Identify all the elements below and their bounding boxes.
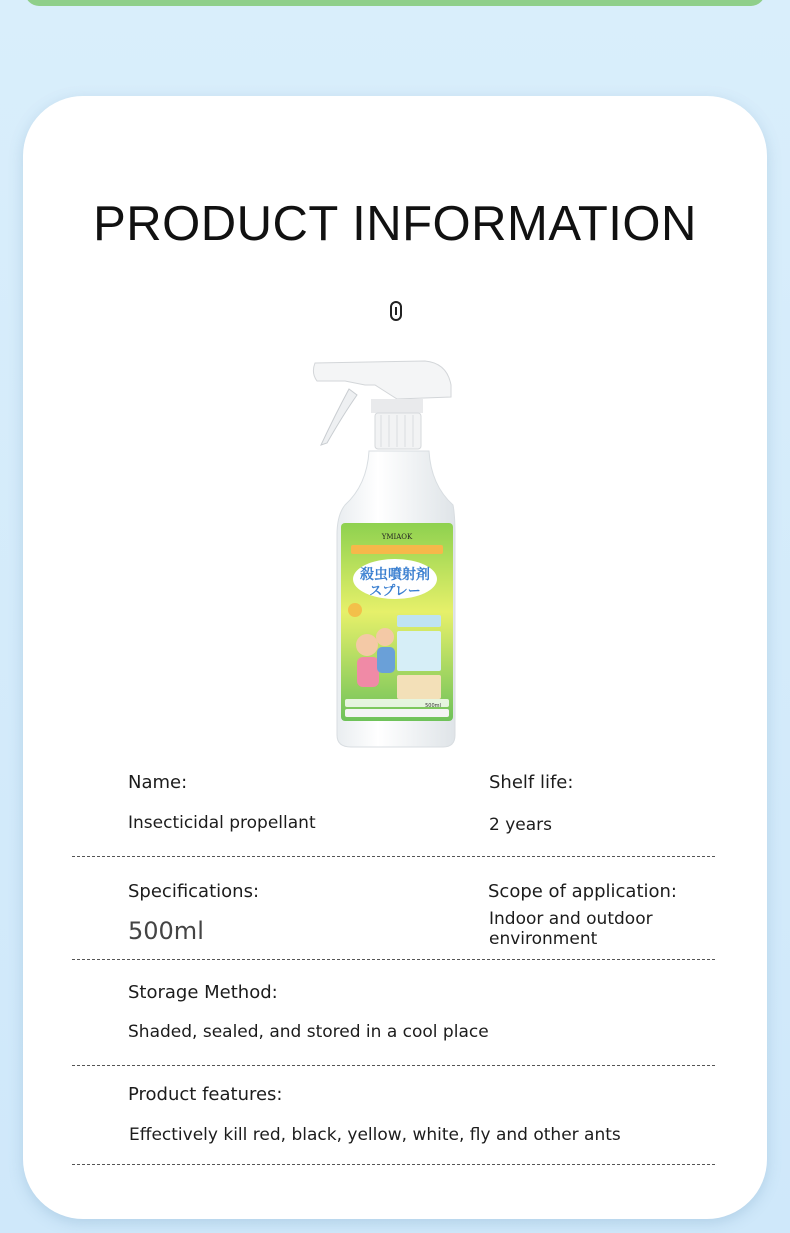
divider-2 — [72, 959, 715, 960]
product-brand: YMIAOK — [381, 533, 413, 541]
storage-value: Shaded, sealed, and stored in a cool place — [128, 1022, 489, 1042]
divider-3 — [72, 1065, 715, 1066]
product-label-line2: スプレー — [369, 584, 421, 599]
scope-value: Indoor and outdoor environment — [489, 909, 653, 949]
specifications-value: 500ml — [128, 917, 204, 945]
name-label: Name: — [128, 772, 188, 793]
specifications-label: Specifications: — [128, 881, 260, 902]
storage-label: Storage Method: — [128, 982, 278, 1003]
product-bottle-image — [305, 355, 475, 755]
page-title: PRODUCT INFORMATION — [93, 197, 697, 251]
product-volume-label: 500ml — [425, 703, 441, 709]
name-value: Insecticidal propellant — [128, 813, 316, 833]
scope-label: Scope of application: — [488, 881, 677, 902]
shelf-life-value: 2 years — [489, 815, 553, 835]
divider-4 — [72, 1164, 715, 1165]
link-chain-icon — [386, 300, 406, 322]
divider-1 — [72, 856, 715, 857]
features-value: Effectively kill red, black, yellow, white, fly and other ants — [129, 1125, 621, 1145]
features-label: Product features: — [128, 1084, 283, 1105]
shelf-life-label: Shelf life: — [489, 772, 574, 793]
top-banner-strip — [25, 0, 765, 6]
product-label-line1: 殺虫噴射剤 — [360, 567, 430, 583]
